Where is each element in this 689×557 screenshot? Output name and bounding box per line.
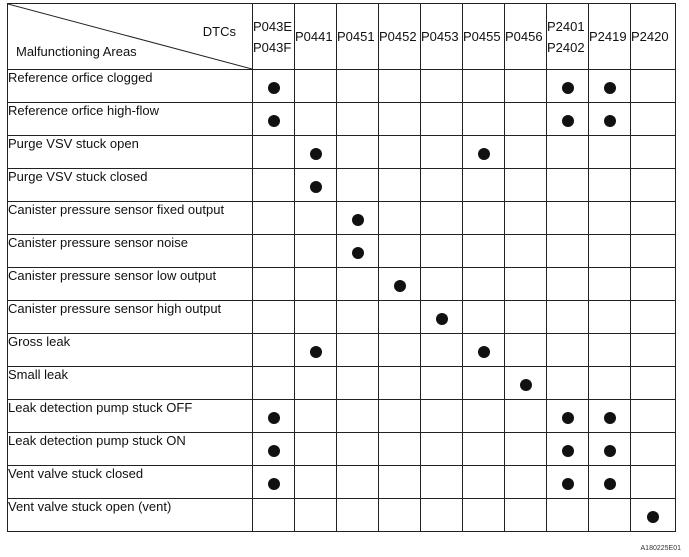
table-cell bbox=[631, 499, 676, 532]
table-cell bbox=[463, 136, 505, 169]
table-cell bbox=[337, 466, 379, 499]
table-cell bbox=[547, 400, 589, 433]
table-cell bbox=[379, 466, 421, 499]
table-cell bbox=[421, 334, 463, 367]
table-cell bbox=[547, 433, 589, 466]
malfunctioning-area-label: Small leak bbox=[8, 367, 253, 400]
applicable-dot-icon bbox=[562, 445, 574, 457]
table-cell bbox=[547, 301, 589, 334]
table-cell bbox=[631, 169, 676, 202]
dtcs-label: DTCs bbox=[202, 24, 236, 39]
malfunctioning-area-label: Canister pressure sensor high output bbox=[8, 301, 253, 334]
table-cell bbox=[379, 433, 421, 466]
applicable-dot-icon bbox=[520, 379, 532, 391]
applicable-dot-icon bbox=[352, 247, 364, 259]
table-cell bbox=[421, 235, 463, 268]
dtc-column-header bbox=[547, 4, 589, 70]
applicable-dot-icon bbox=[604, 115, 616, 127]
figure-id: A180225E01 bbox=[640, 545, 681, 552]
table-cell bbox=[379, 301, 421, 334]
table-row bbox=[8, 169, 676, 202]
table-cell bbox=[337, 169, 379, 202]
table-cell bbox=[421, 301, 463, 334]
table-row bbox=[8, 499, 676, 532]
table-cell bbox=[253, 466, 295, 499]
dtc-column-header bbox=[295, 4, 337, 70]
table-cell bbox=[547, 235, 589, 268]
table-cell bbox=[631, 136, 676, 169]
header-row bbox=[8, 4, 676, 70]
malfunctioning-area-label: Leak detection pump stuck OFF bbox=[8, 400, 253, 433]
table-cell bbox=[505, 400, 547, 433]
applicable-dot-icon bbox=[604, 478, 616, 490]
applicable-dot-icon bbox=[562, 115, 574, 127]
applicable-dot-icon bbox=[310, 346, 322, 358]
table-row bbox=[8, 466, 676, 499]
table-cell bbox=[421, 103, 463, 136]
table-cell bbox=[253, 499, 295, 532]
table-cell bbox=[421, 202, 463, 235]
malfunctioning-area-label: Canister pressure sensor fixed output bbox=[8, 202, 253, 235]
applicable-dot-icon bbox=[268, 412, 280, 424]
table-cell bbox=[295, 466, 337, 499]
table-cell bbox=[631, 334, 676, 367]
table-cell bbox=[253, 301, 295, 334]
table-cell bbox=[547, 466, 589, 499]
table-cell bbox=[337, 301, 379, 334]
table-cell bbox=[253, 400, 295, 433]
table-cell bbox=[505, 235, 547, 268]
table-cell bbox=[295, 103, 337, 136]
table-cell bbox=[379, 136, 421, 169]
table-cell bbox=[337, 136, 379, 169]
table-cell bbox=[421, 169, 463, 202]
table-cell bbox=[379, 499, 421, 532]
table-cell bbox=[463, 202, 505, 235]
table-cell bbox=[547, 70, 589, 103]
table-cell bbox=[379, 268, 421, 301]
table-cell bbox=[631, 70, 676, 103]
applicable-dot-icon bbox=[604, 412, 616, 424]
table-cell bbox=[421, 70, 463, 103]
dtc-column-header bbox=[253, 4, 295, 70]
table-row bbox=[8, 400, 676, 433]
table-cell bbox=[253, 235, 295, 268]
table-cell bbox=[463, 433, 505, 466]
table-cell bbox=[505, 202, 547, 235]
table-cell bbox=[463, 466, 505, 499]
table-cell bbox=[337, 433, 379, 466]
table-row bbox=[8, 136, 676, 169]
table-cell bbox=[589, 466, 631, 499]
malfunctioning-area-label: Reference orfice high-flow bbox=[8, 103, 253, 136]
dtc-column-header bbox=[631, 4, 676, 70]
malfunctioning-area-label: Leak detection pump stuck ON bbox=[8, 433, 253, 466]
table-cell bbox=[253, 367, 295, 400]
table-cell bbox=[505, 169, 547, 202]
table-cell bbox=[631, 268, 676, 301]
table-cell bbox=[463, 400, 505, 433]
table-cell bbox=[463, 268, 505, 301]
table-cell bbox=[631, 433, 676, 466]
table-cell bbox=[505, 433, 547, 466]
dtc-code: P0451 bbox=[337, 29, 375, 44]
table-row bbox=[8, 70, 676, 103]
table-cell bbox=[589, 136, 631, 169]
table-cell bbox=[589, 268, 631, 301]
applicable-dot-icon bbox=[562, 478, 574, 490]
table-cell bbox=[295, 400, 337, 433]
table-cell bbox=[463, 70, 505, 103]
table-cell bbox=[379, 169, 421, 202]
table-cell bbox=[631, 202, 676, 235]
applicable-dot-icon bbox=[310, 181, 322, 193]
table-cell bbox=[547, 499, 589, 532]
table-cell bbox=[589, 433, 631, 466]
table-cell bbox=[337, 202, 379, 235]
table-row bbox=[8, 202, 676, 235]
table-cell bbox=[547, 103, 589, 136]
table-cell bbox=[505, 136, 547, 169]
table-cell bbox=[463, 499, 505, 532]
table-cell bbox=[421, 433, 463, 466]
table-cell bbox=[295, 367, 337, 400]
table-cell bbox=[589, 400, 631, 433]
table-cell bbox=[589, 334, 631, 367]
table-cell bbox=[589, 202, 631, 235]
applicable-dot-icon bbox=[562, 82, 574, 94]
table-cell bbox=[631, 235, 676, 268]
dtc-column-header bbox=[463, 4, 505, 70]
table-cell bbox=[379, 400, 421, 433]
malfunctioning-area-label: Gross leak bbox=[8, 334, 253, 367]
corner-header bbox=[8, 4, 253, 70]
dtc-column-header bbox=[379, 4, 421, 70]
table-cell bbox=[547, 202, 589, 235]
table-cell bbox=[547, 268, 589, 301]
table-cell bbox=[295, 301, 337, 334]
applicable-dot-icon bbox=[268, 478, 280, 490]
table-cell bbox=[463, 169, 505, 202]
table-cell bbox=[253, 169, 295, 202]
table-cell bbox=[589, 235, 631, 268]
table-cell bbox=[295, 235, 337, 268]
table-cell bbox=[505, 334, 547, 367]
table-row bbox=[8, 103, 676, 136]
dtc-matrix-table bbox=[7, 3, 676, 532]
applicable-dot-icon bbox=[394, 280, 406, 292]
table-cell bbox=[589, 499, 631, 532]
table-cell bbox=[421, 499, 463, 532]
dtc-column-header bbox=[337, 4, 379, 70]
table-cell bbox=[505, 367, 547, 400]
table-cell bbox=[421, 466, 463, 499]
table-cell bbox=[547, 169, 589, 202]
malfunctioning-areas-label: Malfunctioning Areas bbox=[16, 44, 137, 59]
table-cell bbox=[505, 301, 547, 334]
table-cell bbox=[253, 103, 295, 136]
table-cell bbox=[295, 268, 337, 301]
dtc-code: P2420 bbox=[631, 29, 669, 44]
table-cell bbox=[295, 136, 337, 169]
malfunctioning-area-label: Purge VSV stuck closed bbox=[8, 169, 253, 202]
applicable-dot-icon bbox=[268, 115, 280, 127]
table-cell bbox=[295, 334, 337, 367]
table-cell bbox=[337, 70, 379, 103]
table-cell bbox=[337, 499, 379, 532]
dtc-code: P043F bbox=[253, 39, 292, 55]
table-cell bbox=[505, 268, 547, 301]
table-row bbox=[8, 268, 676, 301]
table-cell bbox=[463, 301, 505, 334]
table-cell bbox=[463, 235, 505, 268]
table-row bbox=[8, 433, 676, 466]
malfunctioning-area-label: Vent valve stuck closed bbox=[8, 466, 253, 499]
table-cell bbox=[337, 334, 379, 367]
table-cell bbox=[631, 466, 676, 499]
table-cell bbox=[589, 301, 631, 334]
table-cell bbox=[421, 136, 463, 169]
table-cell bbox=[463, 103, 505, 136]
table-cell bbox=[547, 136, 589, 169]
table-cell bbox=[463, 334, 505, 367]
table-cell bbox=[505, 70, 547, 103]
table-cell bbox=[295, 70, 337, 103]
malfunctioning-area-label: Purge VSV stuck open bbox=[8, 136, 253, 169]
applicable-dot-icon bbox=[436, 313, 448, 325]
applicable-dot-icon bbox=[268, 445, 280, 457]
applicable-dot-icon bbox=[310, 148, 322, 160]
table-cell bbox=[631, 301, 676, 334]
applicable-dot-icon bbox=[604, 82, 616, 94]
table-cell bbox=[379, 70, 421, 103]
dtc-code: P2401 bbox=[547, 18, 585, 34]
table-cell bbox=[253, 433, 295, 466]
table-row bbox=[8, 301, 676, 334]
table-cell bbox=[337, 268, 379, 301]
table-cell bbox=[505, 466, 547, 499]
dtc-code: P2402 bbox=[547, 39, 585, 55]
applicable-dot-icon bbox=[604, 445, 616, 457]
applicable-dot-icon bbox=[478, 148, 490, 160]
table-cell bbox=[589, 103, 631, 136]
dtc-code: P0455 bbox=[463, 29, 501, 44]
table-cell bbox=[253, 136, 295, 169]
table-cell bbox=[253, 268, 295, 301]
table-cell bbox=[379, 334, 421, 367]
dtc-code: P0456 bbox=[505, 29, 543, 44]
dtc-code: P2419 bbox=[589, 29, 627, 44]
dtc-code: P0441 bbox=[295, 29, 333, 44]
dtc-column-header bbox=[589, 4, 631, 70]
table-cell bbox=[337, 400, 379, 433]
table-cell bbox=[589, 70, 631, 103]
table-cell bbox=[547, 367, 589, 400]
table-cell bbox=[505, 103, 547, 136]
table-cell bbox=[421, 268, 463, 301]
table-cell bbox=[505, 499, 547, 532]
table-cell bbox=[463, 367, 505, 400]
table-cell bbox=[295, 169, 337, 202]
table-row bbox=[8, 367, 676, 400]
dtc-code: P043E bbox=[253, 18, 293, 34]
table-cell bbox=[295, 202, 337, 235]
table-row bbox=[8, 334, 676, 367]
applicable-dot-icon bbox=[478, 346, 490, 358]
table-cell bbox=[379, 235, 421, 268]
table-cell bbox=[253, 202, 295, 235]
dtc-code: P0453 bbox=[421, 29, 459, 44]
table-cell bbox=[631, 400, 676, 433]
table-cell bbox=[631, 367, 676, 400]
applicable-dot-icon bbox=[647, 511, 659, 523]
table-cell bbox=[337, 235, 379, 268]
table-cell bbox=[379, 202, 421, 235]
table-cell bbox=[589, 367, 631, 400]
applicable-dot-icon bbox=[352, 214, 364, 226]
table-cell bbox=[631, 103, 676, 136]
table-cell bbox=[253, 334, 295, 367]
table-row bbox=[8, 235, 676, 268]
applicable-dot-icon bbox=[562, 412, 574, 424]
malfunctioning-area-label: Vent valve stuck open (vent) bbox=[8, 499, 253, 532]
table-cell bbox=[337, 367, 379, 400]
dtc-column-header bbox=[505, 4, 547, 70]
table-cell bbox=[547, 334, 589, 367]
malfunctioning-area-label: Reference orfice clogged bbox=[8, 70, 253, 103]
table-cell bbox=[253, 70, 295, 103]
table-cell bbox=[295, 433, 337, 466]
table-cell bbox=[421, 400, 463, 433]
table-cell bbox=[337, 103, 379, 136]
table-cell bbox=[295, 499, 337, 532]
dtc-column-header bbox=[421, 4, 463, 70]
applicable-dot-icon bbox=[268, 82, 280, 94]
malfunctioning-area-label: Canister pressure sensor low output bbox=[8, 268, 253, 301]
table-cell bbox=[421, 367, 463, 400]
malfunctioning-area-label: Canister pressure sensor noise bbox=[8, 235, 253, 268]
table-cell bbox=[589, 169, 631, 202]
dtc-code: P0452 bbox=[379, 29, 417, 44]
table-cell bbox=[379, 367, 421, 400]
table-cell bbox=[379, 103, 421, 136]
